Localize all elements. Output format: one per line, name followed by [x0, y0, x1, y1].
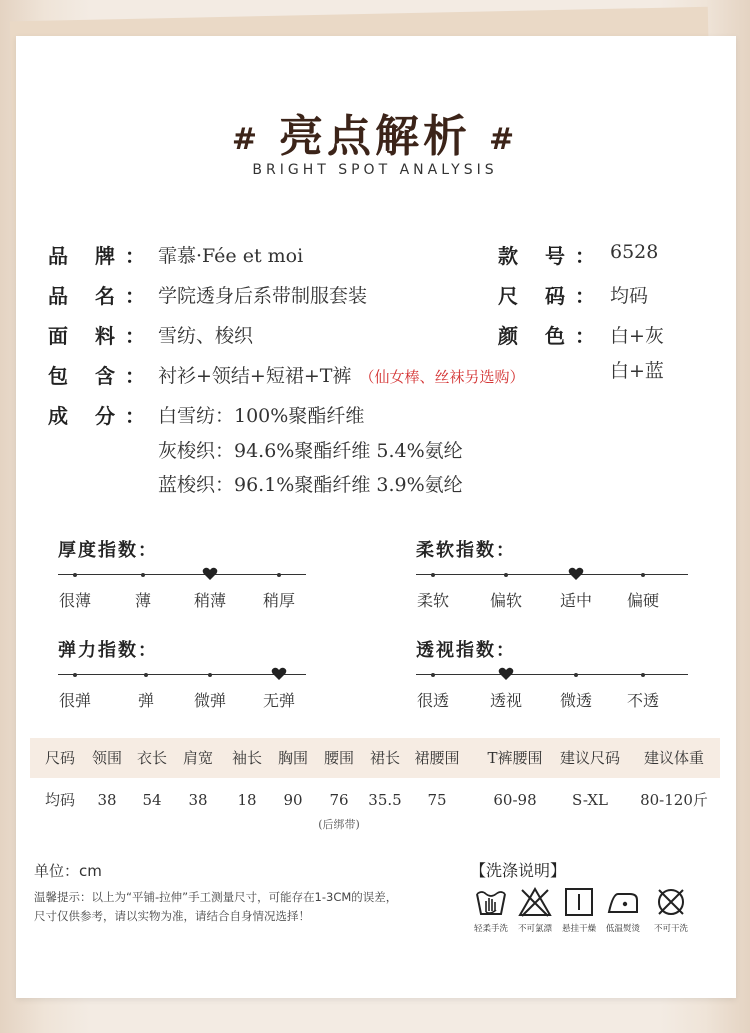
color-value: 白+灰	[610, 325, 664, 347]
index-option: 微透	[559, 691, 592, 710]
table-header-cell: 裙长	[369, 749, 400, 767]
table-cell: 35.5	[368, 791, 402, 809]
index-line	[416, 674, 688, 675]
hand-wash-icon	[474, 886, 508, 918]
wash-label: 不可干洗	[653, 924, 688, 934]
fabric-value: 雪纺、梭织	[158, 325, 254, 347]
index-option: 很薄	[58, 591, 91, 610]
table-cell: 38	[97, 791, 117, 809]
wash-label: 轻柔手洗	[473, 924, 508, 934]
color-label: 颜 色：	[498, 324, 605, 348]
composition-line: 白雪纺：100%聚酯纤维	[158, 405, 365, 427]
waist-note: (后绑带)	[318, 818, 360, 831]
table-header-cell: 尺码	[44, 749, 75, 767]
index-dot	[431, 573, 435, 577]
title-text: 亮点解析	[279, 111, 471, 162]
index-option: 很弹	[58, 691, 91, 710]
index-line	[58, 574, 306, 575]
heart-icon	[202, 567, 218, 581]
index-dot	[144, 673, 148, 677]
tip-line: 尺寸仅供参考，请以实物为准，请结合自身情况选择！	[34, 909, 310, 923]
includes-text: 衬衫+领结+短裙+T裤	[158, 365, 352, 387]
index-line	[58, 674, 306, 675]
wash-title: 【洗涤说明】	[470, 861, 567, 880]
content-card	[16, 36, 736, 998]
index-option: 很透	[416, 691, 449, 710]
table-header-cell: 腰围	[323, 749, 354, 767]
table-header-cell: 建议体重	[643, 749, 704, 767]
table-header-cell: T裤腰围	[487, 749, 543, 767]
brand-value: 霏慕·Fée et moi	[158, 245, 304, 267]
composition-line: 灰梭织：94.6%聚酯纤维 5.4%氨纶	[158, 440, 463, 462]
brand-label: 品 牌：	[48, 244, 155, 268]
table-cell: 38	[188, 791, 208, 809]
wash-label: 不可氯漂	[517, 924, 552, 934]
size-label: 尺 码：	[498, 284, 605, 308]
color-value: 白+蓝	[610, 360, 664, 382]
table-header-cell: 胸围	[277, 749, 308, 767]
index-dot	[73, 573, 77, 577]
hash-right: #	[489, 122, 519, 157]
style-value: 6528	[610, 241, 659, 263]
index-option: 薄	[134, 591, 151, 610]
index-dot	[641, 573, 645, 577]
wash-label: 悬挂干燥	[561, 924, 596, 934]
table-cell: 54	[142, 791, 162, 809]
index-option: 稍薄	[193, 591, 226, 610]
composition-label: 成 分：	[48, 404, 155, 428]
table-cell: 80-120斤	[640, 791, 708, 809]
index-dot	[504, 573, 508, 577]
hang-dry-icon	[562, 886, 596, 918]
index-dot	[73, 673, 77, 677]
index-option: 柔软	[416, 591, 449, 610]
index-title: 厚度指数：	[58, 540, 158, 561]
name-label: 品 名：	[48, 284, 155, 308]
table-header-cell: 肩宽	[182, 749, 213, 767]
table-cell: S-XL	[572, 791, 608, 809]
index-dot	[431, 673, 435, 677]
index-option: 透视	[489, 691, 522, 710]
style-label: 款 号：	[498, 244, 605, 268]
table-header-cell: 袖长	[231, 749, 262, 767]
table-header-cell: 裙腰围	[414, 749, 460, 767]
table-header-cell: 衣长	[136, 749, 167, 767]
index-dot	[208, 673, 212, 677]
includes-note: （仙女棒、丝袜另选购）	[359, 368, 525, 386]
composition-line: 蓝梭织：96.1%聚酯纤维 3.9%氨纶	[158, 474, 463, 496]
index-option: 弹	[137, 691, 154, 710]
index-option: 稍厚	[262, 591, 295, 610]
index-option: 偏硬	[626, 591, 659, 610]
unit-text: 单位：cm	[34, 862, 102, 880]
includes-value	[158, 361, 524, 388]
index-option: 不透	[626, 691, 659, 710]
index-title: 透视指数：	[416, 640, 516, 661]
wash-label: 低温熨烫	[605, 924, 640, 934]
index-dot	[277, 573, 281, 577]
table-cell: 60-98	[493, 791, 537, 809]
table-cell: 均码	[44, 791, 75, 809]
page-subtitle: BRIGHT SPOT ANALYSIS	[252, 162, 498, 178]
no-bleach-icon	[518, 886, 552, 918]
heart-icon	[568, 567, 584, 581]
index-option: 偏软	[489, 591, 522, 610]
hash-left: #	[231, 122, 261, 157]
index-option: 微弹	[193, 691, 226, 710]
size-value: 均码	[610, 285, 649, 307]
index-option: 适中	[559, 591, 592, 610]
index-dot	[141, 573, 145, 577]
index-line	[416, 574, 688, 575]
table-cell: 76	[329, 791, 349, 809]
index-dot	[574, 673, 578, 677]
index-title: 弹力指数：	[58, 640, 158, 661]
name-value: 学院透身后系带制服套装	[158, 285, 368, 307]
tip-line: 温馨提示：以上为“平铺-拉伸”手工测量尺寸，可能存在1-3CM的误差，	[34, 890, 398, 904]
table-cell: 75	[427, 791, 447, 809]
includes-label: 包 含：	[48, 364, 155, 388]
index-dot	[641, 673, 645, 677]
table-header-cell: 领围	[91, 749, 122, 767]
page-title	[0, 100, 750, 164]
size-table	[30, 738, 720, 834]
heart-icon	[498, 667, 514, 681]
index-title: 柔软指数：	[416, 540, 516, 561]
low-iron-icon	[606, 886, 640, 918]
tip-text	[34, 888, 464, 926]
index-option: 无弹	[262, 691, 295, 710]
no-dry-clean-icon	[654, 886, 688, 918]
fabric-label: 面 料：	[48, 324, 155, 348]
heart-icon	[271, 667, 287, 681]
table-cell: 18	[237, 791, 257, 809]
table-cell: 90	[283, 791, 303, 809]
table-header-cell: 建议尺码	[559, 749, 620, 767]
